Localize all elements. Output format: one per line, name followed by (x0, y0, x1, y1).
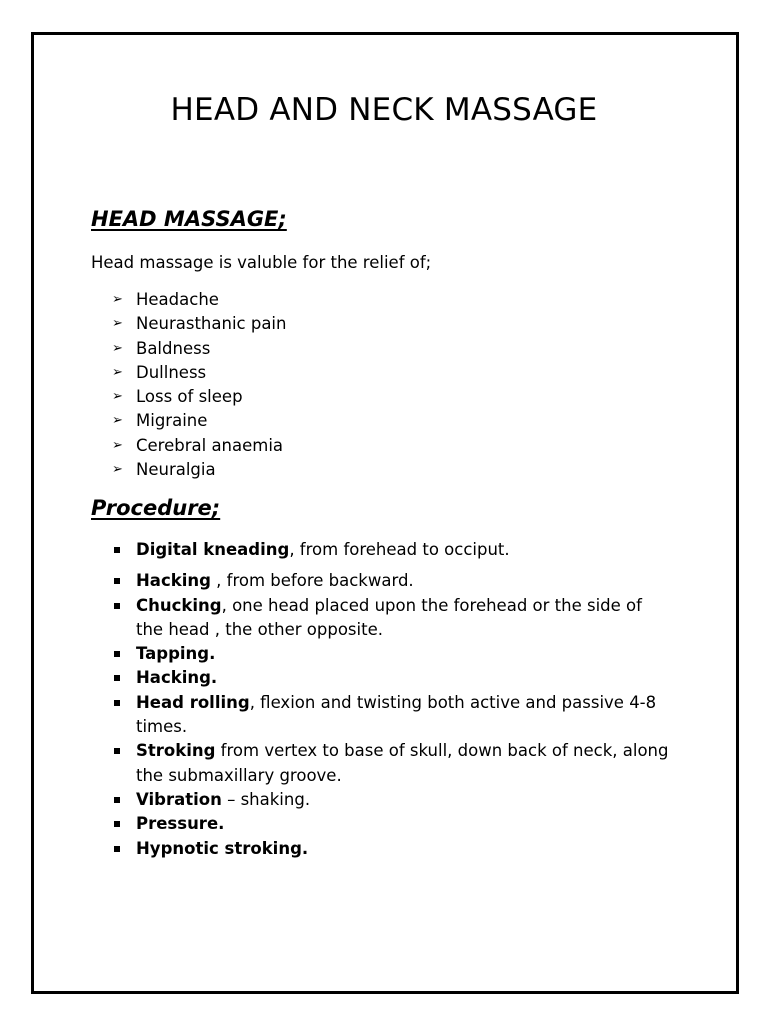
list-item: Tapping. (112, 642, 672, 666)
arrow-bullet-icon: ➢ (112, 292, 123, 307)
procedure-heading: Procedure; (91, 496, 221, 520)
head-massage-heading: HEAD MASSAGE; (91, 207, 287, 231)
list-item: ➢ Loss of sleep (112, 385, 286, 409)
square-bullet-icon (114, 651, 120, 657)
list-item: Hacking. (112, 666, 672, 690)
arrow-bullet-icon: ➢ (112, 413, 123, 429)
square-bullet-icon (114, 578, 120, 584)
list-item: ➢ Cerebral anaemia (112, 434, 286, 458)
head-massage-intro: Head massage is valuble for the relief of; (91, 253, 432, 272)
square-bullet-icon (114, 547, 120, 553)
list-item: Chucking, one head placed upon the forehead or the side of the head , the other opposite. (112, 594, 672, 643)
document-title: HEAD AND NECK MASSAGE (170, 92, 598, 128)
list-item: Vibration – shaking. (112, 788, 672, 812)
list-item: Hypnotic stroking. (112, 837, 672, 861)
list-item: Digital kneading, from forehead to occiput. (112, 538, 672, 562)
arrow-bullet-icon: ➢ (112, 316, 123, 332)
list-item: ➢ Neuralgia (112, 458, 286, 482)
arrow-bullet-icon: ➢ (112, 462, 123, 478)
arrow-bullet-icon: ➢ (112, 364, 123, 380)
list-item: ➢ Dullness (112, 361, 286, 385)
list-item: ➢ Migraine (112, 409, 286, 433)
arrow-bullet-icon: ➢ (112, 340, 123, 356)
square-bullet-icon (114, 821, 120, 827)
list-item: ➢ Neurasthanic pain (112, 312, 286, 336)
list-item: ➢ Headache (112, 288, 286, 312)
list-item: Hacking , from before backward. (112, 569, 672, 593)
square-bullet-icon (114, 846, 120, 852)
relief-list (112, 288, 286, 482)
list-item: Head rolling, flexion and twisting both active and passive 4-8 times. (112, 691, 672, 740)
square-bullet-icon (114, 797, 120, 803)
square-bullet-icon (114, 748, 120, 754)
square-bullet-icon (114, 603, 120, 609)
square-bullet-icon (114, 700, 120, 706)
list-item: Stroking from vertex to base of skull, down back of neck, along the submaxillary groove. (112, 739, 672, 788)
arrow-bullet-icon: ➢ (112, 437, 123, 453)
procedure-list (112, 538, 672, 861)
list-item: Pressure. (112, 812, 672, 836)
square-bullet-icon (114, 675, 120, 681)
list-item: ➢ Baldness (112, 337, 286, 361)
arrow-bullet-icon: ➢ (112, 389, 123, 405)
